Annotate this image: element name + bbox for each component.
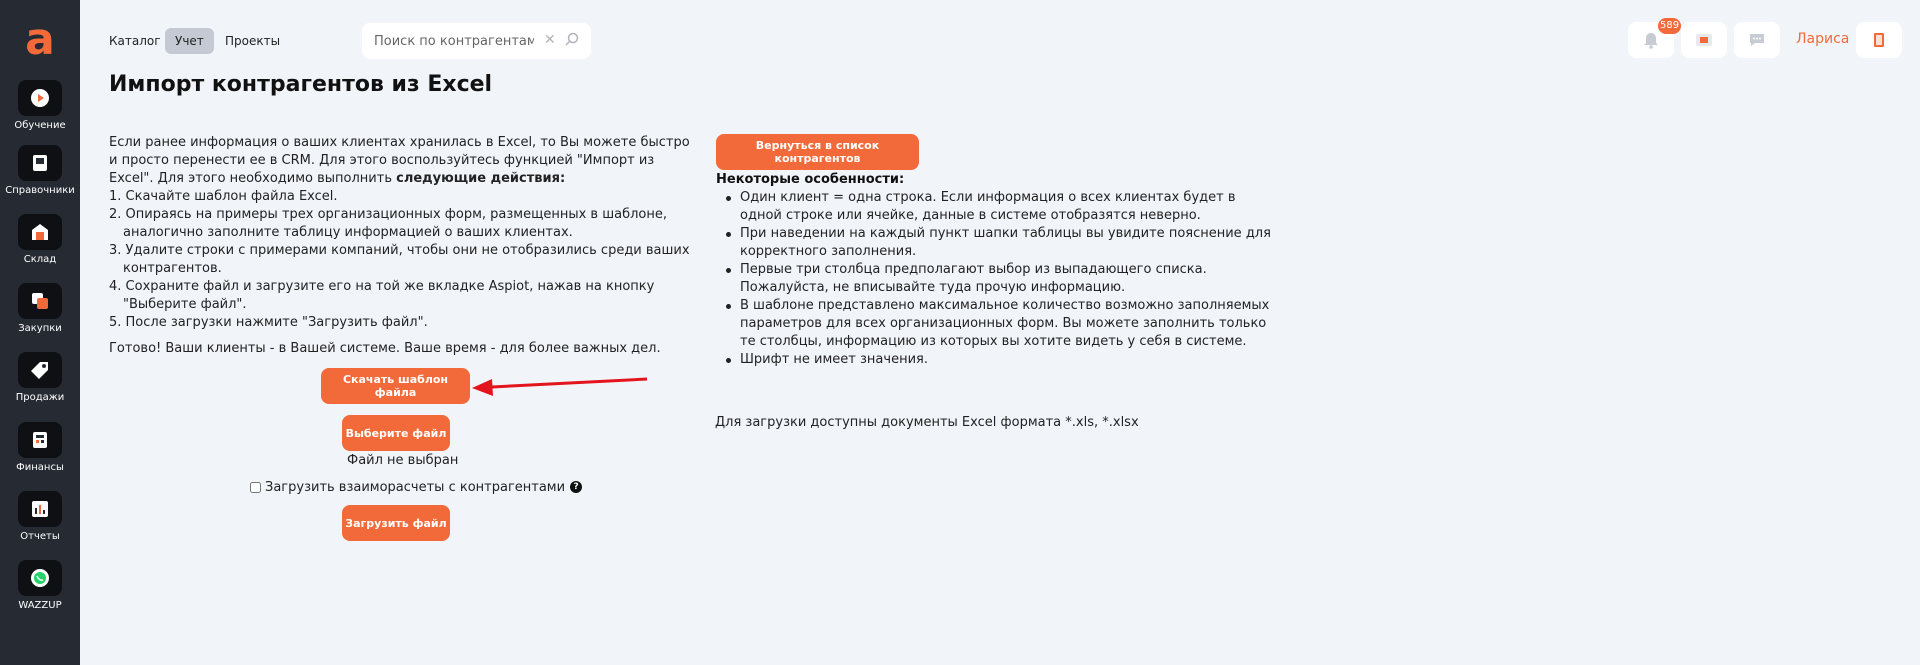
sidebar-item-warehouse[interactable] xyxy=(0,214,80,274)
chat-icon xyxy=(1748,31,1766,49)
list-item: При наведении на каждый пункт шапки таблицы вы увидите пояснение для корректного заполнения. xyxy=(740,225,1280,261)
arrow-annotation xyxy=(470,375,650,399)
list-item: 4. Сохраните файл и загрузите его на той же вкладке Aspiot, нажав на кнопку "Выберите файл". xyxy=(109,279,655,312)
finance-icon xyxy=(18,422,62,458)
help-icon[interactable]: ? xyxy=(570,481,582,493)
app-logo[interactable]: a xyxy=(25,14,55,65)
upload-file-button[interactable]: Загрузить файл xyxy=(342,505,450,541)
book-icon xyxy=(18,145,62,181)
instructions xyxy=(109,134,699,332)
mutual-settlements-label: Загрузить взаиморасчеты с контрагентами xyxy=(265,479,566,495)
search-input[interactable] xyxy=(374,32,534,50)
tag-icon xyxy=(18,352,62,388)
sidebar-item-references[interactable] xyxy=(0,145,80,205)
sidebar-item-label: Финансы xyxy=(16,462,64,473)
choose-file-button[interactable]: Выберите файл xyxy=(342,415,450,451)
search-box xyxy=(362,23,591,59)
back-to-contractors-button[interactable]: Вернуться в список контрагентов xyxy=(716,134,919,170)
sidebar-item-learning[interactable] xyxy=(0,80,80,140)
whatsapp-icon xyxy=(18,560,62,596)
sidebar-item-label: Закупки xyxy=(18,323,62,334)
mutual-settlements-checkbox[interactable] xyxy=(250,482,261,493)
tab-catalog[interactable]: Каталог xyxy=(109,34,161,48)
chart-icon xyxy=(18,491,62,527)
mail-icon xyxy=(1695,31,1713,49)
file-status: Файл не выбран xyxy=(347,453,459,468)
mutual-settlements-option[interactable] xyxy=(250,479,582,495)
sidebar-item-label: WAZZUP xyxy=(18,600,62,611)
list-item: Шрифт не имеет значения. xyxy=(740,351,1280,369)
list-item: 5. После загрузки нажмите "Загрузить файл". xyxy=(109,315,428,330)
sidebar-item-sales[interactable] xyxy=(0,352,80,412)
sidebar-item-reports[interactable] xyxy=(0,491,80,551)
list-item: Первые три столбца предполагают выбор из выпадающего списка. Пожалуйста, не вписывайте туда прочую информацию. xyxy=(740,261,1280,297)
chat-button[interactable] xyxy=(1734,22,1780,58)
user-name[interactable]: Лариса xyxy=(1796,31,1850,47)
sidebar-item-finance[interactable] xyxy=(0,422,80,482)
logout-icon xyxy=(1870,31,1888,49)
intro-bold: следующие действия: xyxy=(396,171,566,186)
warehouse-icon xyxy=(18,214,62,250)
features-list xyxy=(740,189,1280,369)
sidebar-item-wazzup[interactable] xyxy=(0,560,80,620)
features-title: Некоторые особенности: xyxy=(716,172,905,187)
logout-button[interactable] xyxy=(1856,22,1902,58)
intro-text: Если ранее информация о ваших клиентах хранилась в Excel, то Вы можете быстро и просто перенести ее в CRM. Для этого воспользуйтесь функцией "Импорт из Excel". Для этого необходимо выполнить xyxy=(109,135,690,186)
close-icon[interactable]: ✕ xyxy=(544,32,556,48)
download-template-button[interactable]: Скачать шаблон файла xyxy=(321,368,470,404)
intro-paragraph xyxy=(109,134,699,188)
tab-accounting[interactable]: Учет xyxy=(165,28,214,54)
notification-badge: 589 xyxy=(1658,18,1681,34)
list-item: 1. Скачайте шаблон файла Excel. xyxy=(109,189,338,204)
list-item: В шаблоне представлено максимальное количество возможно заполняемых параметров для всех организационных форм. Вы можете заполнить только те столбцы, информацию из которых вы хотите видеть у себя в системе. xyxy=(740,297,1280,351)
sidebar-item-purchases[interactable] xyxy=(0,283,80,343)
list-item: 2. Опираясь на примеры трех организационных форм, размещенных в шаблоне, аналогично заполните таблицу информацией о ваших клиентах. xyxy=(109,207,667,240)
play-icon xyxy=(18,80,62,116)
formats-note: Для загрузки доступны документы Excel формата *.xls, *.xlsx xyxy=(715,415,1139,430)
done-text: Готово! Ваши клиенты - в Вашей системе. Ваше время - для более важных дел. xyxy=(109,341,661,356)
sidebar xyxy=(0,0,80,665)
bell-icon xyxy=(1642,31,1660,49)
list-item: Один клиент = одна строка. Если информация о всех клиентах будет в одной строке или ячейке, данные в системе отобразятся неверно. xyxy=(740,189,1280,225)
purchase-icon xyxy=(18,283,62,319)
tab-projects[interactable]: Проекты xyxy=(225,34,281,48)
notifications-button[interactable] xyxy=(1628,20,1680,58)
sidebar-item-label: Отчеты xyxy=(20,531,60,542)
search-icon[interactable] xyxy=(564,32,580,52)
sidebar-item-label: Продажи xyxy=(15,392,65,403)
page-title: Импорт контрагентов из Excel xyxy=(109,72,493,97)
sidebar-item-label: Склад xyxy=(23,254,57,265)
steps-list xyxy=(109,188,699,332)
list-item: 3. Удалите строки с примерами компаний, чтобы они не отобразились среди ваших контрагентов. xyxy=(109,243,690,276)
mail-button[interactable] xyxy=(1681,22,1727,58)
sidebar-item-label: Обучение xyxy=(14,120,66,131)
sidebar-item-label: Справочники xyxy=(5,185,75,196)
